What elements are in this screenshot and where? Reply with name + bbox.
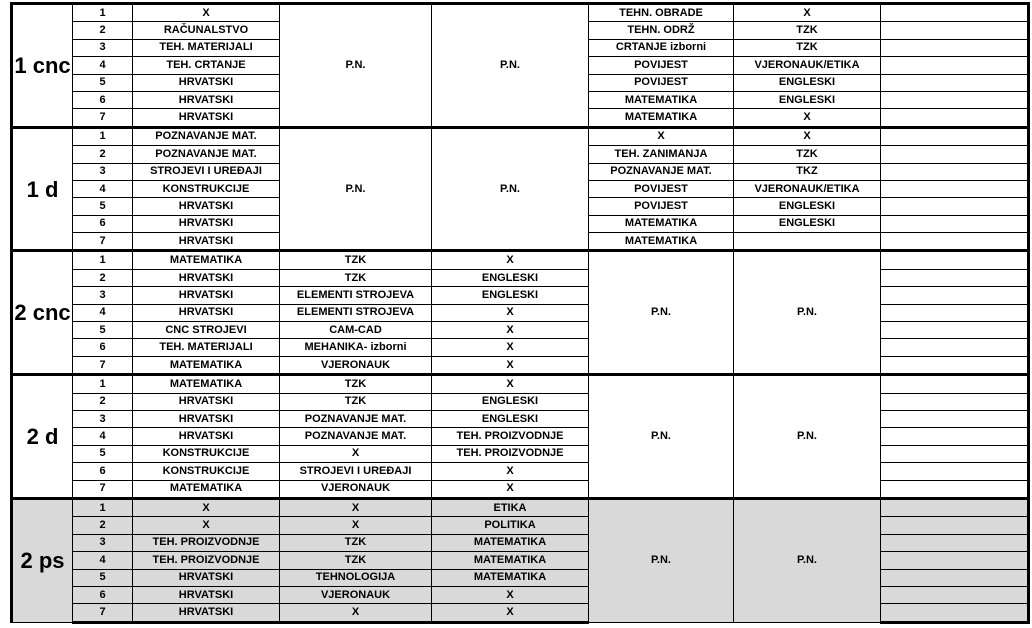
subject-cell: TZK: [280, 534, 432, 551]
period-number: 6: [73, 215, 133, 232]
subject-cell: MATEMATIKA: [432, 569, 589, 586]
subject-cell: X: [589, 127, 734, 145]
pn-cell: P.N.: [589, 375, 734, 499]
subject-cell: ENGLESKI: [734, 91, 881, 108]
subject-cell: [734, 233, 881, 251]
subject-cell: HRVATSKI: [133, 215, 280, 232]
timetable: [10, 2, 1030, 624]
subject-cell: TZK: [734, 22, 881, 39]
subject-cell: TEH. PROIZVODNJE: [133, 552, 280, 569]
timetable-body: [12, 4, 1029, 623]
subject-cell: [881, 428, 1029, 445]
subject-cell: HRVATSKI: [133, 604, 280, 622]
subject-cell: TKZ: [734, 163, 881, 180]
subject-cell: X: [280, 517, 432, 534]
period-number: 2: [73, 146, 133, 163]
subject-cell: ENGLESKI: [734, 198, 881, 215]
subject-cell: X: [432, 480, 589, 498]
subject-cell: [881, 109, 1029, 127]
period-number: 2: [73, 393, 133, 410]
subject-cell: MATEMATIKA: [589, 109, 734, 127]
subject-cell: HRVATSKI: [133, 91, 280, 108]
subject-cell: [881, 57, 1029, 74]
subject-cell: TEH. ZANIMANJA: [589, 146, 734, 163]
period-number: 5: [73, 198, 133, 215]
subject-cell: HRVATSKI: [133, 586, 280, 603]
subject-cell: [881, 251, 1029, 269]
table-row: [12, 127, 1029, 145]
subject-cell: [881, 39, 1029, 56]
subject-cell: X: [432, 604, 589, 622]
subject-cell: KONSTRUKCIJE: [133, 180, 280, 197]
subject-cell: POZNAVANJE MAT.: [133, 127, 280, 145]
subject-cell: MATEMATIKA: [133, 375, 280, 393]
subject-cell: TZK: [280, 269, 432, 286]
subject-cell: HRVATSKI: [133, 109, 280, 127]
subject-cell: [881, 304, 1029, 321]
period-number: 5: [73, 569, 133, 586]
subject-cell: POLITIKA: [432, 517, 589, 534]
pn-cell: P.N.: [432, 127, 589, 251]
subject-cell: MATEMATIKA: [432, 534, 589, 551]
subject-cell: POZNAVANJE MAT.: [589, 163, 734, 180]
subject-cell: X: [432, 463, 589, 480]
period-number: 5: [73, 74, 133, 91]
subject-cell: [881, 445, 1029, 462]
subject-cell: ENGLESKI: [432, 410, 589, 427]
period-number: 1: [73, 375, 133, 393]
pn-cell: P.N.: [734, 498, 881, 622]
subject-cell: TZK: [280, 552, 432, 569]
subject-cell: ENGLESKI: [734, 74, 881, 91]
subject-cell: HRVATSKI: [133, 269, 280, 286]
period-number: 5: [73, 445, 133, 462]
period-number: 4: [73, 428, 133, 445]
subject-cell: ENGLESKI: [432, 287, 589, 304]
subject-cell: X: [734, 4, 881, 22]
subject-cell: [881, 163, 1029, 180]
subject-cell: [881, 375, 1029, 393]
subject-cell: [881, 517, 1029, 534]
subject-cell: HRVATSKI: [133, 287, 280, 304]
subject-cell: ENGLESKI: [432, 393, 589, 410]
subject-cell: X: [432, 304, 589, 321]
subject-cell: TEHNOLOGIJA: [280, 569, 432, 586]
table-row: [12, 4, 1029, 22]
period-number: 1: [73, 498, 133, 516]
pn-cell: P.N.: [734, 375, 881, 499]
subject-cell: [881, 410, 1029, 427]
subject-cell: TZK: [280, 375, 432, 393]
subject-cell: POVIJEST: [589, 180, 734, 197]
period-number: 7: [73, 604, 133, 622]
period-number: 1: [73, 4, 133, 22]
subject-cell: ENGLESKI: [432, 269, 589, 286]
table-row: [12, 375, 1029, 393]
subject-cell: [881, 604, 1029, 622]
subject-cell: [881, 180, 1029, 197]
subject-cell: TZK: [734, 39, 881, 56]
subject-cell: VJERONAUK: [280, 586, 432, 603]
period-number: 4: [73, 57, 133, 74]
subject-cell: ELEMENTI STROJEVA: [280, 287, 432, 304]
subject-cell: [881, 215, 1029, 232]
pn-cell: P.N.: [280, 4, 432, 128]
period-number: 6: [73, 463, 133, 480]
table-row: [12, 251, 1029, 269]
subject-cell: VJERONAUK/ETIKA: [734, 57, 881, 74]
subject-cell: POVIJEST: [589, 198, 734, 215]
subject-cell: VJERONAUK: [280, 356, 432, 374]
subject-cell: TEH. PROIZVODNJE: [432, 428, 589, 445]
subject-cell: [881, 393, 1029, 410]
subject-cell: X: [432, 322, 589, 339]
period-number: 3: [73, 39, 133, 56]
subject-cell: [881, 586, 1029, 603]
subject-cell: X: [734, 127, 881, 145]
subject-cell: RAČUNALSTVO: [133, 22, 280, 39]
subject-cell: X: [133, 4, 280, 22]
subject-cell: TEH. PROIZVODNJE: [432, 445, 589, 462]
subject-cell: TEH. CRTANJE: [133, 57, 280, 74]
subject-cell: [881, 233, 1029, 251]
subject-cell: STROJEVI I UREĐAJI: [133, 163, 280, 180]
period-number: 7: [73, 109, 133, 127]
period-number: 7: [73, 233, 133, 251]
subject-cell: ELEMENTI STROJEVA: [280, 304, 432, 321]
period-number: 4: [73, 304, 133, 321]
subject-cell: POVIJEST: [589, 57, 734, 74]
subject-cell: TEHN. ODRŽ: [589, 22, 734, 39]
period-number: 6: [73, 586, 133, 603]
subject-cell: TZK: [280, 393, 432, 410]
subject-cell: HRVATSKI: [133, 233, 280, 251]
subject-cell: [881, 534, 1029, 551]
period-number: 2: [73, 22, 133, 39]
subject-cell: X: [280, 498, 432, 516]
class-label: 2 ps: [12, 498, 73, 622]
subject-cell: VJERONAUK/ETIKA: [734, 180, 881, 197]
subject-cell: TEH. MATERIJALI: [133, 339, 280, 356]
subject-cell: [881, 127, 1029, 145]
subject-cell: X: [734, 109, 881, 127]
subject-cell: [881, 74, 1029, 91]
period-number: 3: [73, 163, 133, 180]
subject-cell: CRTANJE izborni: [589, 39, 734, 56]
period-number: 4: [73, 552, 133, 569]
subject-cell: HRVATSKI: [133, 304, 280, 321]
subject-cell: [881, 463, 1029, 480]
subject-cell: POZNAVANJE MAT.: [280, 410, 432, 427]
subject-cell: CAM-CAD: [280, 322, 432, 339]
subject-cell: TZK: [734, 146, 881, 163]
subject-cell: [881, 339, 1029, 356]
subject-cell: HRVATSKI: [133, 410, 280, 427]
subject-cell: [881, 322, 1029, 339]
subject-cell: HRVATSKI: [133, 428, 280, 445]
period-number: 2: [73, 269, 133, 286]
class-label: 2 cnc: [12, 251, 73, 375]
subject-cell: [881, 552, 1029, 569]
subject-cell: [881, 91, 1029, 108]
subject-cell: [881, 356, 1029, 374]
subject-cell: POZNAVANJE MAT.: [280, 428, 432, 445]
subject-cell: MEHANIKA- izborni: [280, 339, 432, 356]
pn-cell: P.N.: [432, 4, 589, 128]
period-number: 2: [73, 517, 133, 534]
subject-cell: TEH. MATERIJALI: [133, 39, 280, 56]
subject-cell: TZK: [280, 251, 432, 269]
pn-cell: P.N.: [589, 498, 734, 622]
subject-cell: [881, 4, 1029, 22]
table-row: [12, 498, 1029, 516]
subject-cell: ETIKA: [432, 498, 589, 516]
subject-cell: STROJEVI I UREĐAJI: [280, 463, 432, 480]
subject-cell: X: [133, 498, 280, 516]
period-number: 7: [73, 356, 133, 374]
period-number: 3: [73, 534, 133, 551]
subject-cell: [881, 22, 1029, 39]
period-number: 3: [73, 410, 133, 427]
subject-cell: X: [133, 517, 280, 534]
period-number: 1: [73, 127, 133, 145]
period-number: 3: [73, 287, 133, 304]
subject-cell: MATEMATIKA: [432, 552, 589, 569]
class-label: 1 cnc: [12, 4, 73, 128]
subject-cell: MATEMATIKA: [133, 480, 280, 498]
subject-cell: [881, 146, 1029, 163]
subject-cell: X: [432, 251, 589, 269]
subject-cell: CNC STROJEVI: [133, 322, 280, 339]
subject-cell: X: [280, 445, 432, 462]
subject-cell: VJERONAUK: [280, 480, 432, 498]
period-number: 1: [73, 251, 133, 269]
period-number: 5: [73, 322, 133, 339]
subject-cell: POZNAVANJE MAT.: [133, 146, 280, 163]
subject-cell: [881, 498, 1029, 516]
subject-cell: MATEMATIKA: [589, 91, 734, 108]
subject-cell: X: [432, 356, 589, 374]
subject-cell: ENGLESKI: [734, 215, 881, 232]
subject-cell: [881, 287, 1029, 304]
subject-cell: HRVATSKI: [133, 74, 280, 91]
subject-cell: KONSTRUKCIJE: [133, 445, 280, 462]
subject-cell: HRVATSKI: [133, 569, 280, 586]
subject-cell: HRVATSKI: [133, 198, 280, 215]
period-number: 6: [73, 91, 133, 108]
subject-cell: TEHN. OBRADE: [589, 4, 734, 22]
subject-cell: KONSTRUKCIJE: [133, 463, 280, 480]
class-label: 1 d: [12, 127, 73, 251]
subject-cell: [881, 198, 1029, 215]
subject-cell: MATEMATIKA: [133, 251, 280, 269]
pn-cell: P.N.: [734, 251, 881, 375]
subject-cell: [881, 480, 1029, 498]
subject-cell: X: [432, 586, 589, 603]
subject-cell: HRVATSKI: [133, 393, 280, 410]
subject-cell: TEH. PROIZVODNJE: [133, 534, 280, 551]
pn-cell: P.N.: [589, 251, 734, 375]
period-number: 4: [73, 180, 133, 197]
subject-cell: X: [432, 339, 589, 356]
subject-cell: [881, 569, 1029, 586]
subject-cell: MATEMATIKA: [589, 215, 734, 232]
subject-cell: X: [432, 375, 589, 393]
class-label: 2 d: [12, 375, 73, 499]
subject-cell: [881, 269, 1029, 286]
subject-cell: MATEMATIKA: [133, 356, 280, 374]
subject-cell: X: [280, 604, 432, 622]
subject-cell: MATEMATIKA: [589, 233, 734, 251]
period-number: 6: [73, 339, 133, 356]
period-number: 7: [73, 480, 133, 498]
pn-cell: P.N.: [280, 127, 432, 251]
subject-cell: POVIJEST: [589, 74, 734, 91]
